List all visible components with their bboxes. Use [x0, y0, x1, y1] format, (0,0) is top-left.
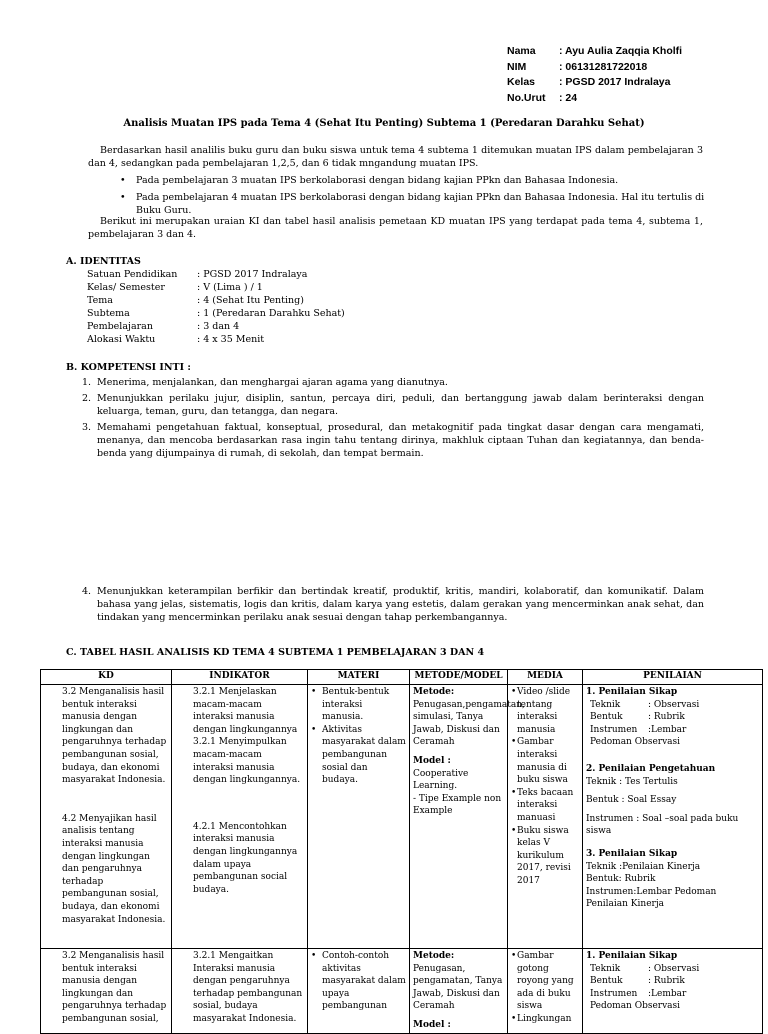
list-text: Menerima, menjalankan, dan menghargai ajaran agama yang dianutnya. — [97, 377, 448, 388]
materi-item: • Aktivitas masyarakat dalam pembangunan sosial dan budaya. — [311, 724, 406, 787]
identity-key: Pembelajaran — [87, 321, 153, 332]
kd-cell — [41, 685, 172, 949]
header-row-number — [507, 91, 682, 107]
list-item — [80, 376, 704, 389]
identity-row — [87, 333, 345, 346]
identity-key: Tema — [87, 295, 113, 306]
kd-cell — [41, 949, 172, 1034]
list-text: Menunjukkan keterampilan berfikir dan bertindak kreatif, produktif, kritis, mandiri, kolaboratif, dan komunikatif. Dalam bahasa yang jelas, sistematis, logis dan kritis, dalam karya yang estetis, dalam gerakan yang mencerminkan anak sehat, dan tindakan yang mencerminkan perilaku anak sesuai dengan tahap perkembangannya. — [97, 586, 704, 623]
materi-cell — [308, 685, 410, 949]
method-text: Penugasan,pengamatan, simulasi, Tanya Jawab, Diskusi dan Ceramah — [413, 699, 525, 748]
section-b-heading: B. KOMPETENSI INTI : — [66, 362, 191, 373]
assessment-key: Teknik — [590, 963, 621, 974]
media-item: • Buku siswa kelas V kurikulum 2017, revisi 2017 — [511, 825, 579, 888]
assessment-heading: 3. Penilaian Sikap — [586, 848, 678, 859]
header-row-name — [507, 44, 682, 60]
model-type: - Tipe Example non Example — [413, 793, 502, 817]
assessment-text: Pedoman Observasi — [590, 737, 681, 748]
assessment-key: Bentuk — [590, 712, 623, 723]
header-key: No.Urut — [507, 91, 546, 104]
header-value: : 24 — [559, 91, 578, 104]
assessment-text: Teknik :Penilaian Kinerja — [586, 861, 701, 872]
assessment-value: :Lembar — [648, 988, 687, 999]
header-value: : 06131281722018 — [559, 60, 648, 73]
list-item — [80, 585, 704, 624]
identity-value: : 1 (Peredaran Darahku Sehat) — [197, 308, 345, 319]
indicator-text: 3.2.1 Menjelaskan macam-macam interaksi manusia dengan lingkungannya — [193, 687, 298, 735]
method-cell — [410, 949, 508, 1034]
assessment-row — [586, 975, 759, 988]
list-text: Memahami pengetahuan faktual, konseptual, prosedural, dan metakognitif pada tingkat dasar dengan cara mengamati, menanya, dan mencoba berdasarkan rasa ingin tahu tentang dirinya, makhluk ciptaan Tuhan dan kegiatannya, dan benda-benda yang dijumpainya di rumah, di sekolah, dan tempat bermain. — [97, 422, 704, 459]
media-item: • Gambar interaksi manusia di buku siswa — [511, 736, 579, 786]
indicator-text: 3.2.1 Mengaitkan Interaksi manusia dengan pengaruhnya terhadap pembangunan sosial, budaya masyarakat Indonesia. — [193, 951, 303, 1024]
model-label: Model : — [413, 1019, 451, 1030]
identity-row — [87, 268, 345, 281]
list-number: 3. — [82, 422, 92, 433]
method-text: Penugasan, pengamatan, Tanya Jawab, Diskusi dan Ceramah — [413, 963, 503, 1012]
assessment-heading: 2. Penilaian Pengetahuan — [586, 763, 716, 774]
kd-text: 4.2 Menyajikan hasil analisis tentang interaksi manusia dengan lingkungan dan pengaruhnya terhadap pembangunan sosial, budaya, dan ekonomi masyarakat Indonesia. — [62, 813, 166, 925]
materi-cell — [308, 949, 410, 1034]
bullet-item: • Pada pembelajaran 3 muatan IPS berkolaborasi dengan bidang kajian PPkn dan Bahasaa Indonesia. — [120, 174, 710, 187]
intro-paragraph-2: Berikut ini merupakan uraian KI dan tabel hasil analisis pemetaan KD muatan IPS yang terdapat pada tema 4, subtema 1, pembelajaran 3 dan 4. — [88, 216, 703, 240]
assessment-cell — [583, 685, 763, 949]
identity-key: Subtema — [87, 308, 130, 319]
list-item — [80, 392, 704, 418]
header-key: Kelas — [507, 76, 536, 88]
assessment-key: Bentuk — [590, 976, 623, 987]
assessment-row — [586, 711, 759, 724]
list-number: 2. — [82, 393, 92, 404]
materi-item: • Bentuk-bentuk interaksi manusia. — [311, 686, 406, 724]
column-header: MEDIA — [508, 670, 583, 685]
media-cell — [508, 949, 583, 1034]
column-header: MATERI — [308, 670, 410, 685]
intro-bullets — [120, 174, 710, 217]
assessment-text: Instrumen : Soal –soal pada buku siswa — [586, 813, 739, 837]
assessment-row — [586, 988, 759, 1001]
identity-row — [87, 281, 345, 294]
assessment-key: Instrumen — [590, 724, 638, 735]
media-item: • Video /slide tentang interaksi manusia — [511, 686, 579, 736]
indicator-cell — [172, 685, 308, 949]
header-value: : Ayu Aulia Zaqqia Kholfi — [559, 45, 683, 57]
assessment-value: : Rubrik — [648, 976, 685, 987]
assessment-cell — [583, 949, 763, 1034]
assessment-row — [586, 699, 759, 712]
header-value: : PGSD 2017 Indralaya — [559, 76, 671, 88]
core-competence-list — [80, 376, 704, 460]
media-item: • Lingkungan — [511, 1013, 579, 1026]
indicator-text: 4.2.1 Mencontohkan interaksi manusia dengan lingkungannya dalam upaya pembangunan social budaya. — [193, 821, 298, 895]
identity-row — [87, 307, 345, 320]
column-header: METODE/MODEL — [410, 670, 508, 685]
assessment-value: : Observasi — [648, 699, 700, 710]
identity-key: Satuan Pendidikan — [87, 269, 178, 280]
section-a-heading: A. IDENTITAS — [66, 256, 141, 267]
student-header — [507, 44, 682, 106]
assessment-row — [586, 963, 759, 976]
identity-list — [87, 268, 345, 346]
method-cell — [410, 685, 525, 949]
list-item — [80, 421, 704, 460]
model-label: Model : — [413, 755, 451, 766]
kd-text: 3.2 Menganalisis hasil bentuk interaksi manusia dengan lingkungan dan pengaruhnya terhadap pembangunan sosial, budaya, dan ekonomi masyarakat Indonesia. — [62, 687, 167, 786]
assessment-text: Pedoman Observasi — [590, 1001, 681, 1012]
document-title: Analisis Muatan IPS pada Tema 4 (Sehat Itu Penting) Subtema 1 (Peredaran Darahku Sehat) — [123, 118, 645, 129]
header-row-class — [507, 75, 682, 91]
identity-value: : PGSD 2017 Indralaya — [197, 269, 308, 280]
method-label: Metode: — [413, 687, 455, 697]
table-row — [41, 685, 763, 949]
header-key: Nama — [507, 45, 536, 57]
table-row — [41, 949, 763, 1034]
column-header: PENILAIAN — [583, 670, 763, 685]
identity-row — [87, 320, 345, 333]
method-line — [413, 950, 504, 1013]
assessment-text: Teknik : Tes Tertulis — [586, 776, 678, 787]
method-label: Metode: — [413, 951, 455, 961]
header-key: NIM — [507, 60, 527, 73]
assessment-value: : Rubrik — [648, 712, 685, 723]
identity-key: Kelas/ Semester — [87, 282, 165, 293]
column-header: INDIKATOR — [172, 670, 308, 685]
identity-value: : 3 dan 4 — [197, 321, 240, 332]
identity-value: : 4 x 35 Menit — [197, 334, 265, 345]
assessment-text: Bentuk: Rubrik — [586, 874, 656, 885]
materi-item: • Contoh-contoh aktivitas masyarakat dalam upaya pembangunan — [311, 950, 406, 1013]
list-text: Menunjukkan perilaku jujur, disiplin, santun, percaya diri, peduli, dan bertanggung jawab dalam berinteraksi dengan keluarga, teman, guru, dan tetangga, dan negara. — [97, 393, 704, 417]
core-competence-list-continued — [80, 585, 704, 624]
assessment-text: Bentuk : Soal Essay — [586, 795, 677, 806]
assessment-text: Instrumen:Lembar Pedoman Penilaian Kinerja — [586, 886, 717, 910]
identity-value: : 4 (Sehat Itu Penting) — [197, 295, 304, 306]
assessment-value: : Observasi — [648, 963, 700, 974]
identity-key: Alokasi Waktu — [87, 334, 156, 345]
identity-value: : V (Lima ) / 1 — [197, 282, 263, 293]
model-text: Cooperative Learning. — [413, 768, 469, 792]
media-item: • Teks bacaan interaksi manuasi — [511, 787, 579, 825]
list-number: 4. — [82, 586, 92, 597]
kd-analysis-table — [40, 669, 763, 1034]
list-number: 1. — [82, 377, 92, 388]
assessment-key: Instrumen — [590, 988, 638, 999]
indicator-cell — [172, 949, 308, 1034]
header-row-nim — [507, 60, 682, 76]
assessment-key: Teknik — [590, 699, 621, 710]
kd-text: 3.2 Menganalisis hasil bentuk interaksi manusia dengan lingkungan dan pengaruhnya terhadap pembangunan sosial, — [62, 951, 167, 1024]
media-item: • Gambar gotong royong yang ada di buku siswa — [511, 950, 579, 1013]
table-header-row — [41, 670, 763, 685]
bullet-item: • Pada pembelajaran 4 muatan IPS berkolaborasi dengan bidang kajian PPkn dan Bahasaa Indonesia. Hal itu tertulis di Buku Guru. — [120, 191, 710, 217]
media-cell — [508, 685, 583, 949]
assessment-value: :Lembar — [648, 724, 687, 735]
intro-paragraph: Berdasarkan hasil analilis buku guru dan buku siswa untuk tema 4 subtema 1 ditemukan muatan IPS dalam pembelajaran 3 dan 4, sedangkan pada pembelajaran 1,2,5, dan 6 tidak mngandung muatan IPS. — [88, 145, 703, 169]
assessment-heading: 1. Penilaian Sikap — [586, 687, 678, 697]
indicator-text: 3.2.1 Menyimpulkan macam-macam interaksi manusia dengan lingkungannya. — [193, 737, 301, 786]
assessment-row — [586, 724, 759, 737]
section-c-heading: C. TABEL HASIL ANALISIS KD TEMA 4 SUBTEMA 1 PEMBELAJARAN 3 DAN 4 — [66, 647, 485, 658]
assessment-heading: 1. Penilaian Sikap — [586, 951, 678, 961]
identity-row — [87, 294, 345, 307]
column-header: KD — [41, 670, 172, 685]
